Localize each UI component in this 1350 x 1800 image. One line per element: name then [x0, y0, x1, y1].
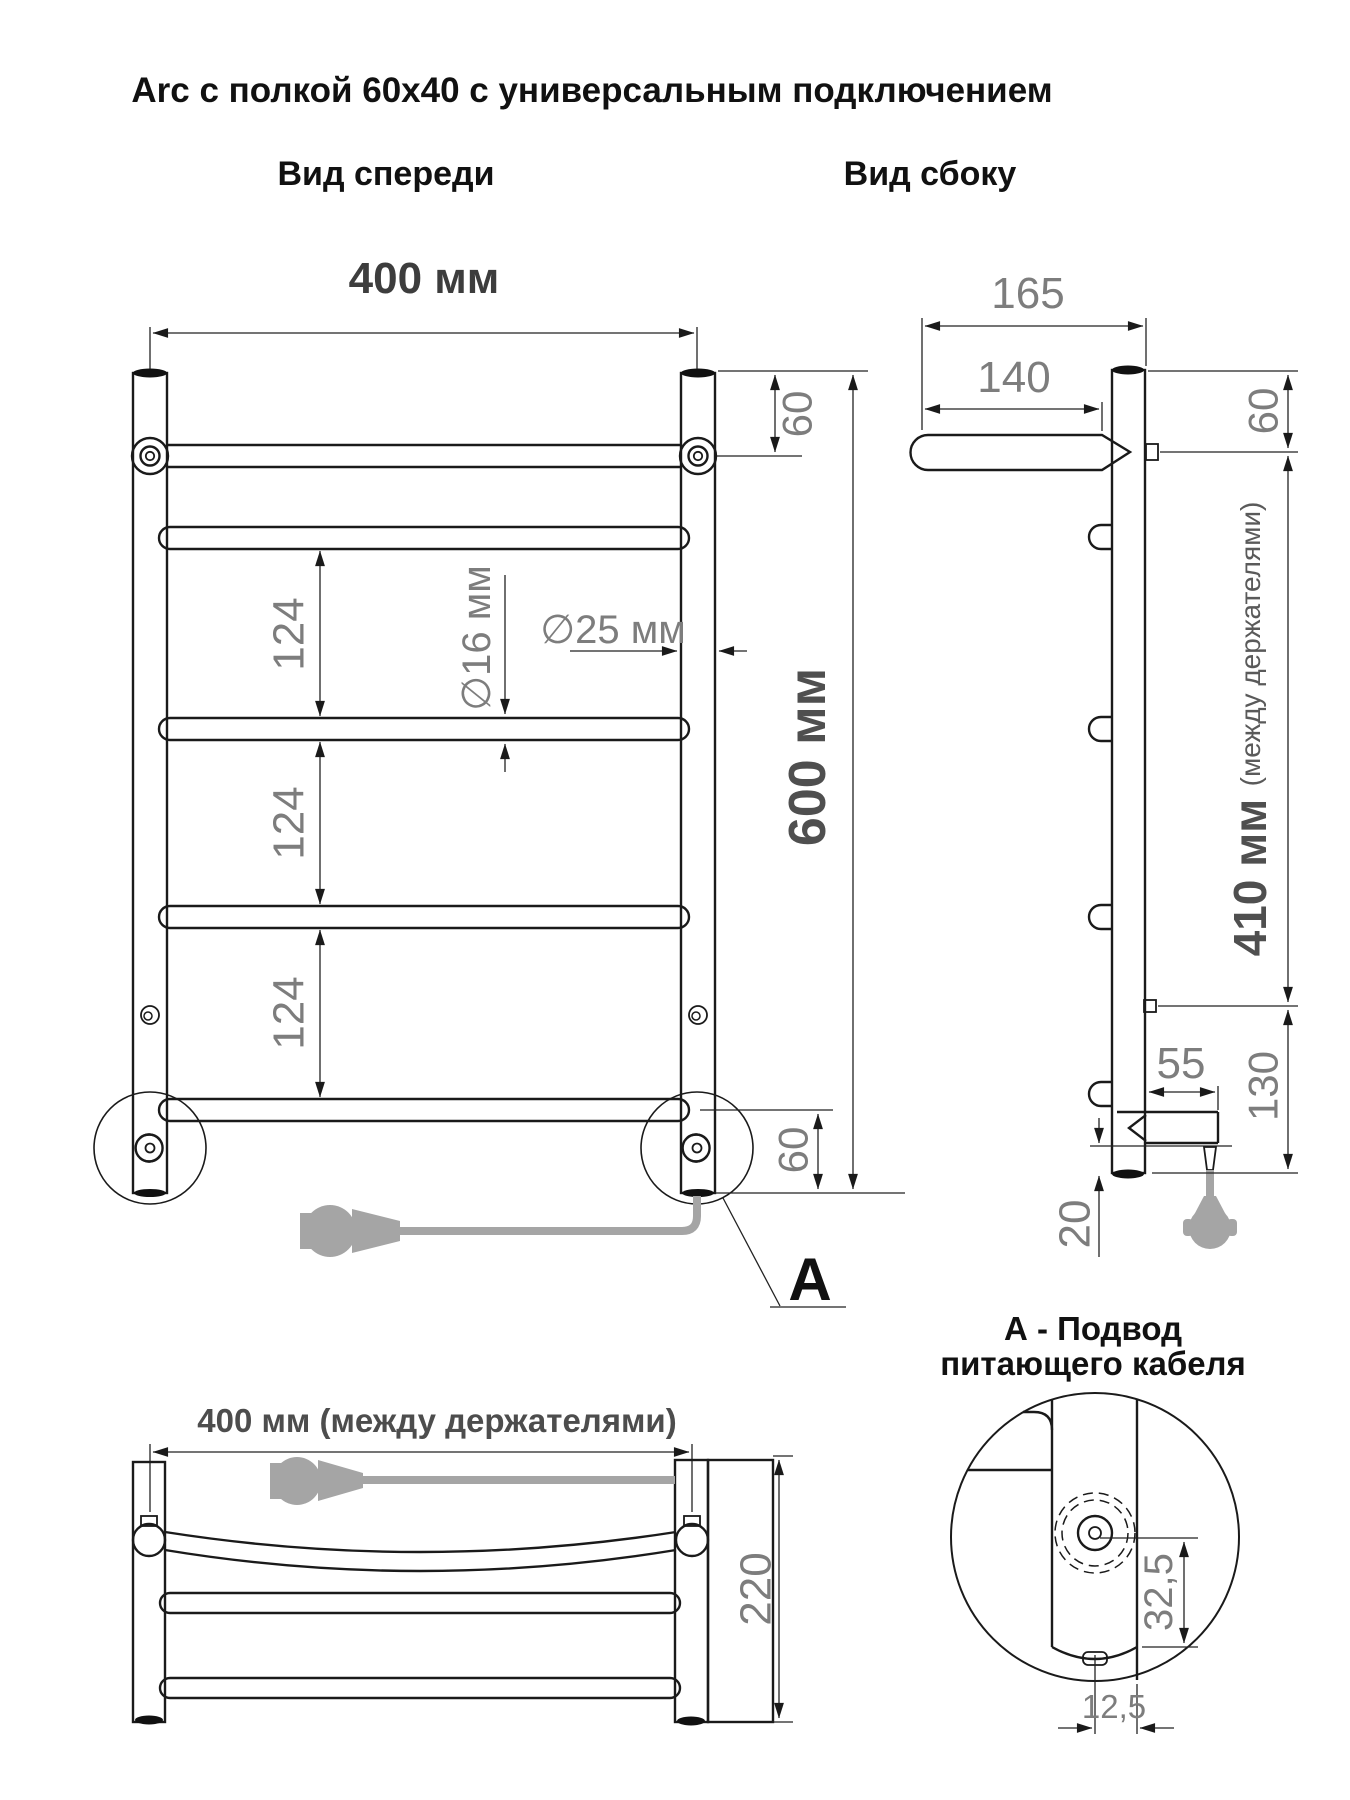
- detail-view: [951, 1393, 1239, 1734]
- front-step3-dim: 124: [264, 976, 314, 1050]
- front-step2-dim: 124: [264, 786, 314, 860]
- plan-power-plug: [270, 1457, 363, 1505]
- plan-left-post-foot: [135, 1716, 163, 1725]
- front-view-title: Вид спереди: [277, 155, 495, 193]
- detail-bracket-dashed-inner: [1062, 1500, 1128, 1566]
- side-view-title: Вид сбоку: [843, 155, 1017, 193]
- front-right-post-foot: [682, 1189, 714, 1197]
- side-rung-bump-1: [1089, 525, 1112, 549]
- front-screw-left: [141, 1006, 159, 1024]
- front-top-offset-dim: 60: [773, 390, 821, 438]
- front-bottom-offset-dim: 60: [769, 1126, 817, 1174]
- plan-rung-2: [160, 1678, 680, 1698]
- side-cable-gland: [1204, 1147, 1216, 1170]
- front-tube-diameter-dim: ∅16 мм: [455, 565, 499, 711]
- front-screw-right: [689, 1006, 707, 1024]
- front-rung5: [159, 1099, 689, 1121]
- front-left-post: [133, 373, 167, 1193]
- front-callout-letter: A: [788, 1246, 832, 1313]
- plan-depth-dim: 220: [731, 1552, 781, 1626]
- side-post: [1112, 370, 1145, 1173]
- side-wall-stud-top: [1146, 444, 1158, 460]
- front-top-bracket-right: [680, 438, 716, 474]
- front-rung4: [159, 906, 689, 928]
- page-title: Arc с полкой 60x40 с универсальным подключением: [131, 71, 1053, 110]
- front-power-plug: [300, 1205, 400, 1257]
- detail-edge-offset-dim: 12,5: [1081, 1688, 1147, 1725]
- side-outlet-elbow: [1117, 1112, 1218, 1143]
- detail-bracket-dashed-outer: [1055, 1493, 1135, 1573]
- detail-boundary-circle: [951, 1393, 1239, 1681]
- front-height-dim: 600 мм: [779, 667, 837, 847]
- front-view: [94, 254, 905, 1313]
- side-brackets-dim: 410 мм (между держателями): [1224, 501, 1276, 957]
- side-post-cap: [1112, 366, 1144, 375]
- detail-caption-line1: А - Подвод: [1003, 1310, 1183, 1347]
- side-view: [911, 269, 1299, 1257]
- side-rung-bump-2: [1089, 717, 1112, 741]
- side-rung-bump-4: [1089, 1082, 1112, 1106]
- plan-shelf-arc-front: [165, 1532, 676, 1552]
- plan-right-post-foot: [677, 1717, 705, 1726]
- detail-shelf-edge: [1023, 1412, 1052, 1430]
- side-bottom-gap-dim: 20: [1050, 1199, 1100, 1249]
- detail-caption-line2: питающего кабеля: [940, 1345, 1246, 1382]
- side-depth-dim: 165: [991, 269, 1065, 318]
- front-width-dim: 400 мм: [348, 254, 500, 303]
- side-outlet-dim: 55: [1156, 1039, 1206, 1088]
- front-right-post: [681, 373, 715, 1193]
- side-lower-offset-dim: 130: [1239, 1050, 1287, 1122]
- detail-bracket-boss: [1078, 1516, 1112, 1550]
- side-post-foot: [1112, 1170, 1144, 1179]
- front-left-post-cap: [133, 369, 167, 378]
- side-shelf: [911, 435, 1131, 470]
- front-right-post-cap: [681, 369, 715, 378]
- side-shelf-depth-dim: 140: [977, 353, 1051, 402]
- front-bottom-bracket-right: [641, 1092, 753, 1204]
- plan-rung-1: [160, 1593, 680, 1613]
- plan-left-holder: [133, 1524, 165, 1556]
- front-bottom-bracket-left: [94, 1092, 206, 1204]
- plan-right-holder: [676, 1524, 708, 1556]
- front-left-post-foot: [134, 1189, 166, 1197]
- plan-view: [133, 1402, 793, 1726]
- plan-width-dim: 400 мм (между держателями): [197, 1402, 677, 1439]
- front-step1-dim: 124: [264, 597, 314, 671]
- side-power-cable: [1183, 1170, 1237, 1249]
- front-post-diameter-dim: ∅25 мм: [540, 608, 686, 652]
- detail-cable-hole: [1089, 1527, 1101, 1539]
- side-rung-bump-3: [1089, 905, 1112, 929]
- detail-center-offset-dim: 32,5: [1137, 1553, 1181, 1631]
- front-power-cable: [400, 1196, 697, 1231]
- front-top-bracket-left: [132, 438, 168, 474]
- side-top-offset-dim: 60: [1239, 387, 1287, 435]
- front-rung2: [159, 527, 689, 549]
- front-rung3: [159, 718, 689, 740]
